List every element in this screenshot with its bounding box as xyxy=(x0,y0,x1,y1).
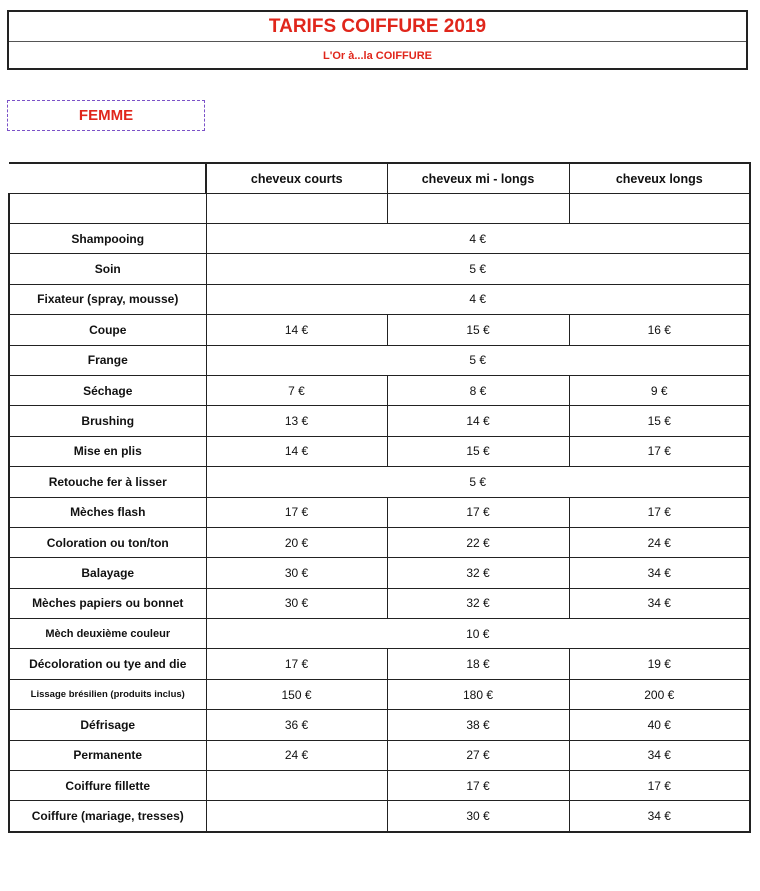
price-cell: 14 € xyxy=(206,436,387,466)
table-row xyxy=(9,497,750,527)
price-cell: 17 € xyxy=(387,497,569,527)
price-cell: 15 € xyxy=(387,436,569,466)
price-cell: 17 € xyxy=(569,436,750,466)
header-box xyxy=(7,10,748,70)
service-name: Séchage xyxy=(9,375,206,405)
table-row xyxy=(9,771,750,801)
price-cell: 34 € xyxy=(569,588,750,618)
price-all-lengths: 5 € xyxy=(206,254,750,284)
price-cell: 18 € xyxy=(387,649,569,679)
section-label-femme: FEMME xyxy=(7,100,205,131)
price-cell: 17 € xyxy=(569,497,750,527)
price-cell: 8 € xyxy=(387,375,569,405)
table-row xyxy=(9,436,750,466)
price-cell: 150 € xyxy=(206,679,387,709)
table-row xyxy=(9,558,750,588)
price-cell: 14 € xyxy=(387,406,569,436)
table-cell xyxy=(9,194,206,224)
price-cell: 17 € xyxy=(206,497,387,527)
price-cell: 30 € xyxy=(387,801,569,832)
price-all-lengths: 5 € xyxy=(206,345,750,375)
price-cell: 24 € xyxy=(206,740,387,770)
column-header: cheveux courts xyxy=(206,163,387,194)
service-name: Défrisage xyxy=(9,710,206,740)
table-row xyxy=(9,740,750,770)
service-name: Mèch deuxième couleur xyxy=(9,619,206,649)
price-cell: 15 € xyxy=(387,315,569,345)
price-cell xyxy=(206,771,387,801)
price-cell: 17 € xyxy=(569,771,750,801)
price-cell: 13 € xyxy=(206,406,387,436)
service-name: Mise en plis xyxy=(9,436,206,466)
table-row xyxy=(9,679,750,709)
service-name: Coloration ou ton/ton xyxy=(9,527,206,557)
table-row xyxy=(9,224,750,254)
table-row xyxy=(9,345,750,375)
price-cell: 34 € xyxy=(569,801,750,832)
service-name: Retouche fer à lisser xyxy=(9,467,206,497)
table-header-row xyxy=(9,163,750,194)
service-name: Soin xyxy=(9,254,206,284)
table-row xyxy=(9,527,750,557)
price-cell: 30 € xyxy=(206,558,387,588)
service-name: Décoloration ou tye and die xyxy=(9,649,206,679)
table-corner-cell xyxy=(9,163,206,194)
table-row xyxy=(9,801,750,832)
table-cell xyxy=(569,194,750,224)
table-row xyxy=(9,315,750,345)
service-name: Permanente xyxy=(9,740,206,770)
price-cell: 38 € xyxy=(387,710,569,740)
price-cell: 27 € xyxy=(387,740,569,770)
price-all-lengths: 4 € xyxy=(206,224,750,254)
table-row xyxy=(9,710,750,740)
service-name: Lissage brésilien (produits inclus) xyxy=(9,679,206,709)
table-row xyxy=(9,375,750,405)
service-name: Frange xyxy=(9,345,206,375)
service-name: Shampooing xyxy=(9,224,206,254)
price-cell: 22 € xyxy=(387,527,569,557)
price-cell: 9 € xyxy=(569,375,750,405)
price-all-lengths: 5 € xyxy=(206,467,750,497)
table-row xyxy=(9,588,750,618)
price-cell: 7 € xyxy=(206,375,387,405)
salon-name: L'Or à...la COIFFURE xyxy=(323,50,432,62)
service-name: Brushing xyxy=(9,406,206,436)
price-table xyxy=(8,162,751,833)
table-row xyxy=(9,619,750,649)
page-title: TARIFS COIFFURE 2019 xyxy=(9,12,746,42)
table-cell xyxy=(206,194,387,224)
table-row xyxy=(9,284,750,314)
table-row-empty xyxy=(9,194,750,224)
table-row xyxy=(9,406,750,436)
price-cell: 19 € xyxy=(569,649,750,679)
table-cell xyxy=(387,194,569,224)
table-row xyxy=(9,254,750,284)
service-name: Coupe xyxy=(9,315,206,345)
price-cell: 16 € xyxy=(569,315,750,345)
price-cell: 30 € xyxy=(206,588,387,618)
price-cell: 40 € xyxy=(569,710,750,740)
price-cell: 32 € xyxy=(387,558,569,588)
column-header: cheveux mi - longs xyxy=(387,163,569,194)
price-cell: 32 € xyxy=(387,588,569,618)
price-cell: 14 € xyxy=(206,315,387,345)
price-cell: 180 € xyxy=(387,679,569,709)
column-header: cheveux longs xyxy=(569,163,750,194)
service-name: Balayage xyxy=(9,558,206,588)
price-cell: 36 € xyxy=(206,710,387,740)
price-cell: 15 € xyxy=(569,406,750,436)
price-all-lengths: 10 € xyxy=(206,619,750,649)
price-cell: 200 € xyxy=(569,679,750,709)
service-name: Coiffure (mariage, tresses) xyxy=(9,801,206,832)
price-cell: 17 € xyxy=(387,771,569,801)
table-row xyxy=(9,467,750,497)
price-all-lengths: 4 € xyxy=(206,284,750,314)
price-cell: 20 € xyxy=(206,527,387,557)
price-cell: 24 € xyxy=(569,527,750,557)
price-cell: 34 € xyxy=(569,558,750,588)
service-name: Fixateur (spray, mousse) xyxy=(9,284,206,314)
price-cell xyxy=(206,801,387,832)
service-name: Coiffure fillette xyxy=(9,771,206,801)
table-row xyxy=(9,649,750,679)
service-name: Mèches papiers ou bonnet xyxy=(9,588,206,618)
service-name: Mèches flash xyxy=(9,497,206,527)
price-cell: 17 € xyxy=(206,649,387,679)
price-cell: 34 € xyxy=(569,740,750,770)
